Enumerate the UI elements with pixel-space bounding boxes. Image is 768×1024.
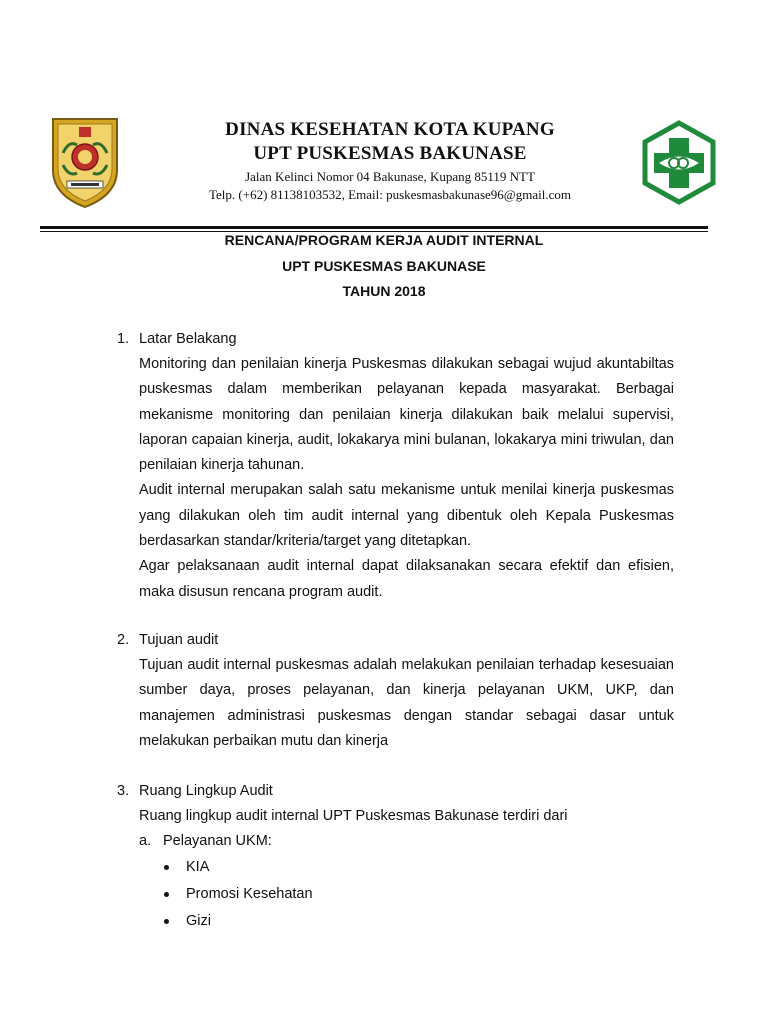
bullet-icon [164,865,169,870]
title-line-1: RENCANA/PROGRAM KERJA AUDIT INTERNAL [224,232,544,248]
org-name: DINAS KESEHATAN KOTA KUPANG [225,119,555,140]
section-title: Tujuan audit [139,632,219,648]
bullet-list [139,854,674,935]
contact-info: Telp. (+62) 81138103532, Email: puskesmasbakunase96@gmail.com [209,187,571,202]
section-latar-belakang [117,327,677,605]
sub-item-ukm [139,829,674,854]
sub-item-title: Pelayanan UKM: [163,833,272,850]
bullet-icon [164,892,169,897]
paragraph: Tujuan audit internal puskesmas adalah melakukan penilaian terhadap kesesuaian sumber daya, proses pelayanan, dan kinerja pelayanan UKM, UKP, dan manajemen administrasi puskesmas dengan standar sebagai dasar untuk melakukan perbaikan mutu dan kinerja [139,657,674,749]
puskesmas-logo-icon [641,120,717,205]
bullet-icon [164,919,169,924]
section-intro: Ruang lingkup audit internal UPT Puskesmas Bakunase terdiri dari [139,808,568,824]
paragraph: Monitoring dan penilaian kinerja Puskesmas dilakukan sebagai wujud akuntabiltas puskesmas dalam memberikan pelayanan kepada masyarakat. Berbagai mekanisme monitoring dan penilaian kinerja dilakukan baik melalui supervisi, laporan capaian kinerja, audit, lokakarya mini bulanan, lokakarya mini triwulan, dan penilaian kinerja tahunan. [139,356,674,474]
document-title [0,228,768,305]
section-ruang-lingkup [117,779,677,935]
section-number: 1. [117,331,130,347]
list-item: Gizi [139,908,674,935]
unit-name: UPT PUSKESMAS BAKUNASE [253,143,527,164]
address: Jalan Kelinci Nomor 04 Bakunase, Kupang 85119 NTT [245,169,535,184]
section-number: 2. [117,632,130,648]
section-title: Ruang Lingkup Audit [139,783,273,799]
list-item: Promosi Kesehatan [139,881,674,908]
paragraph: Agar pelaksanaan audit internal dapat dilaksanakan secara efektif dan efisien, maka disusun rencana program audit. [139,558,674,600]
letterhead [0,0,768,240]
section-tujuan-audit [117,628,677,754]
section-title: Latar Belakang [139,331,237,347]
paragraph: Audit internal merupakan salah satu mekanisme untuk menilai kinerja puskesmas yang dilakukan oleh tim audit internal yang dibentuk oleh Kepala Puskesmas berdasarkan standar/kriteria/target yang ditetapkan. [139,482,674,550]
title-line-3: TAHUN 2018 [342,283,426,299]
sub-item-marker: a. [139,833,152,850]
list-item: KIA [139,854,674,881]
section-number: 3. [117,783,130,799]
kupang-coat-of-arms-icon [49,115,121,210]
title-line-2: UPT PUSKESMAS BAKUNASE [282,257,486,274]
